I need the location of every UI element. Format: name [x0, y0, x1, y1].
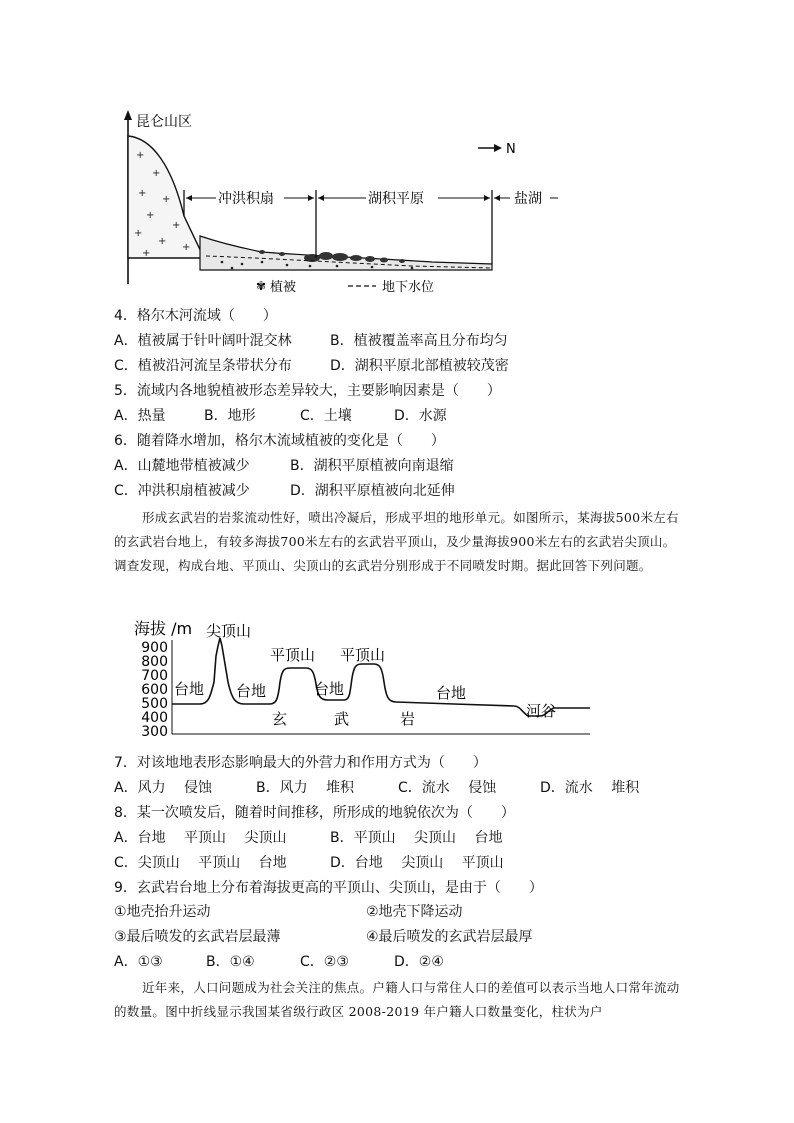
svg-text:+: +	[138, 188, 147, 199]
zone-salt-lake-label: 盐湖	[514, 191, 542, 207]
q8-option-b: B．平顶山 尖顶山 台地	[330, 830, 503, 846]
q9-option-a: A．①③	[114, 954, 163, 970]
legend-vegetation-label: 植被	[270, 280, 297, 295]
q7-option-c: C．流水 侵蚀	[398, 780, 497, 796]
svg-text:800: 800	[141, 654, 168, 670]
elevation-ticks	[141, 640, 168, 740]
svg-text:300: 300	[141, 724, 168, 740]
svg-text:400: 400	[141, 710, 168, 726]
zone-alluvial-label: 冲洪积扇	[218, 191, 274, 207]
label-flat-1: 平顶山	[270, 646, 316, 664]
q5-option-a: A．热量	[114, 408, 166, 424]
rock-char-1: 玄	[272, 710, 288, 728]
q9-statement-3: ③最后喷发的玄武岩层最薄	[114, 929, 281, 945]
figure-kunlun-profile	[112, 106, 560, 298]
svg-text:+: +	[182, 242, 191, 253]
passage-basalt: 形成玄武岩的岩浆流动性好，喷出冷凝后，形成平坦的地形单元。如图所示，某海拔500米左右的玄武岩台地上，有较多海拔700米左右的玄武岩平顶山，及少量海拔900米左右的玄武岩尖顶山。调查发现，构成台地、平顶山、尖顶山的玄武岩分别形成于不同喷发时期。据此回答下列问题。	[114, 510, 679, 573]
svg-text:900: 900	[141, 640, 168, 656]
q9-option-c: C．②③	[300, 954, 349, 970]
label-peak: 尖顶山	[206, 622, 252, 640]
svg-text:+: +	[142, 248, 151, 259]
q9-option-b: B．①④	[206, 954, 255, 970]
label-flat-2: 平顶山	[340, 646, 386, 664]
rock-char-2: 武	[334, 710, 350, 728]
svg-text:+: +	[146, 210, 155, 221]
q4-option-a: A．植被属于针叶阔叶混交林	[114, 333, 292, 349]
svg-text:700: 700	[141, 668, 168, 684]
label-plateau-2: 台地	[236, 682, 267, 700]
q9-stem: 9．玄武岩台地上分布着海拔更高的平顶山、尖顶山，是由于（ ）	[114, 880, 543, 896]
q8-stem: 8．某一次喷发后，随着时间推移，所形成的地貌依次为（ ）	[114, 805, 515, 821]
svg-text:+: +	[158, 236, 167, 247]
svg-text:500: 500	[141, 696, 168, 712]
label-valley: 河谷	[526, 702, 557, 720]
q7-stem: 7．对该地地表形态影响最大的外营力和作用方式为（ ）	[114, 755, 487, 771]
q5-option-b: B．地形	[204, 408, 256, 424]
q6-option-d: D．湖积平原植被向北延伸	[290, 483, 455, 499]
q8-option-a: A．台地 平顶山 尖顶山	[114, 830, 287, 846]
q4-option-d: D．湖积平原北部植被较茂密	[330, 358, 509, 374]
q8-option-c: C．尖顶山 平顶山 台地	[114, 855, 287, 871]
q4-stem: 4．格尔木河流域（ ）	[114, 308, 277, 324]
north-label: N	[506, 142, 516, 157]
zone-lake-plain-label: 湖积平原	[368, 191, 424, 207]
q6-stem: 6．随着降水增加，格尔木流域植被的变化是（ ）	[114, 433, 445, 449]
svg-text:+: +	[152, 168, 161, 179]
svg-text:600: 600	[141, 682, 168, 698]
q7-option-b: B．风力 堆积	[256, 780, 355, 796]
q6-option-a: A．山麓地带植被减少	[114, 458, 250, 474]
vegetation-legend-icon: ✾	[256, 279, 267, 293]
axis-label: 海拔 /m	[134, 619, 193, 638]
passage-population: 近年来，人口问题成为社会关注的焦点。户籍人口与常住人口的差值可以表示当地人口常年流动的数量。图中折线显示我国某省级行政区 2008-2019 年户籍人口数量变化，柱状为户	[114, 980, 680, 1019]
figure-basalt-profile	[134, 612, 594, 744]
label-plateau-3: 台地	[314, 680, 345, 698]
label-plateau-4: 台地	[436, 684, 467, 702]
svg-text:+: +	[172, 220, 181, 231]
q9-statement-1: ①地壳抬升运动	[114, 904, 211, 920]
q8-option-d: D．台地 尖顶山 平顶山	[330, 855, 504, 871]
label-plateau-1: 台地	[174, 680, 205, 698]
q4-option-c: C．植被沿河流呈条带状分布	[114, 358, 292, 374]
q9-statement-2: ②地壳下降运动	[366, 904, 463, 920]
region-label: 昆仑山区	[136, 114, 192, 130]
q6-option-b: B．湖积平原植被向南退缩	[290, 458, 454, 474]
rock-char-3: 岩	[400, 710, 416, 728]
q4-option-b: B．植被覆盖率高且分布均匀	[330, 333, 508, 349]
q7-option-a: A．风力 侵蚀	[114, 780, 213, 796]
svg-text:+: +	[162, 194, 171, 205]
svg-text:+: +	[134, 228, 143, 239]
q5-option-c: C．土壤	[300, 408, 352, 424]
svg-text:+: +	[136, 150, 145, 161]
q5-option-d: D．水源	[394, 408, 447, 424]
q7-option-d: D．流水 堆积	[540, 780, 640, 796]
q9-option-d: D．②④	[394, 954, 444, 970]
q6-option-c: C．冲洪积扇植被减少	[114, 483, 250, 499]
q9-statement-4: ④最后喷发的玄武岩层最厚	[366, 929, 533, 945]
legend-groundwater-label: 地下水位	[382, 280, 435, 295]
q5-stem: 5．流域内各地貌植被形态差异较大，主要影响因素是（ ）	[114, 383, 501, 399]
